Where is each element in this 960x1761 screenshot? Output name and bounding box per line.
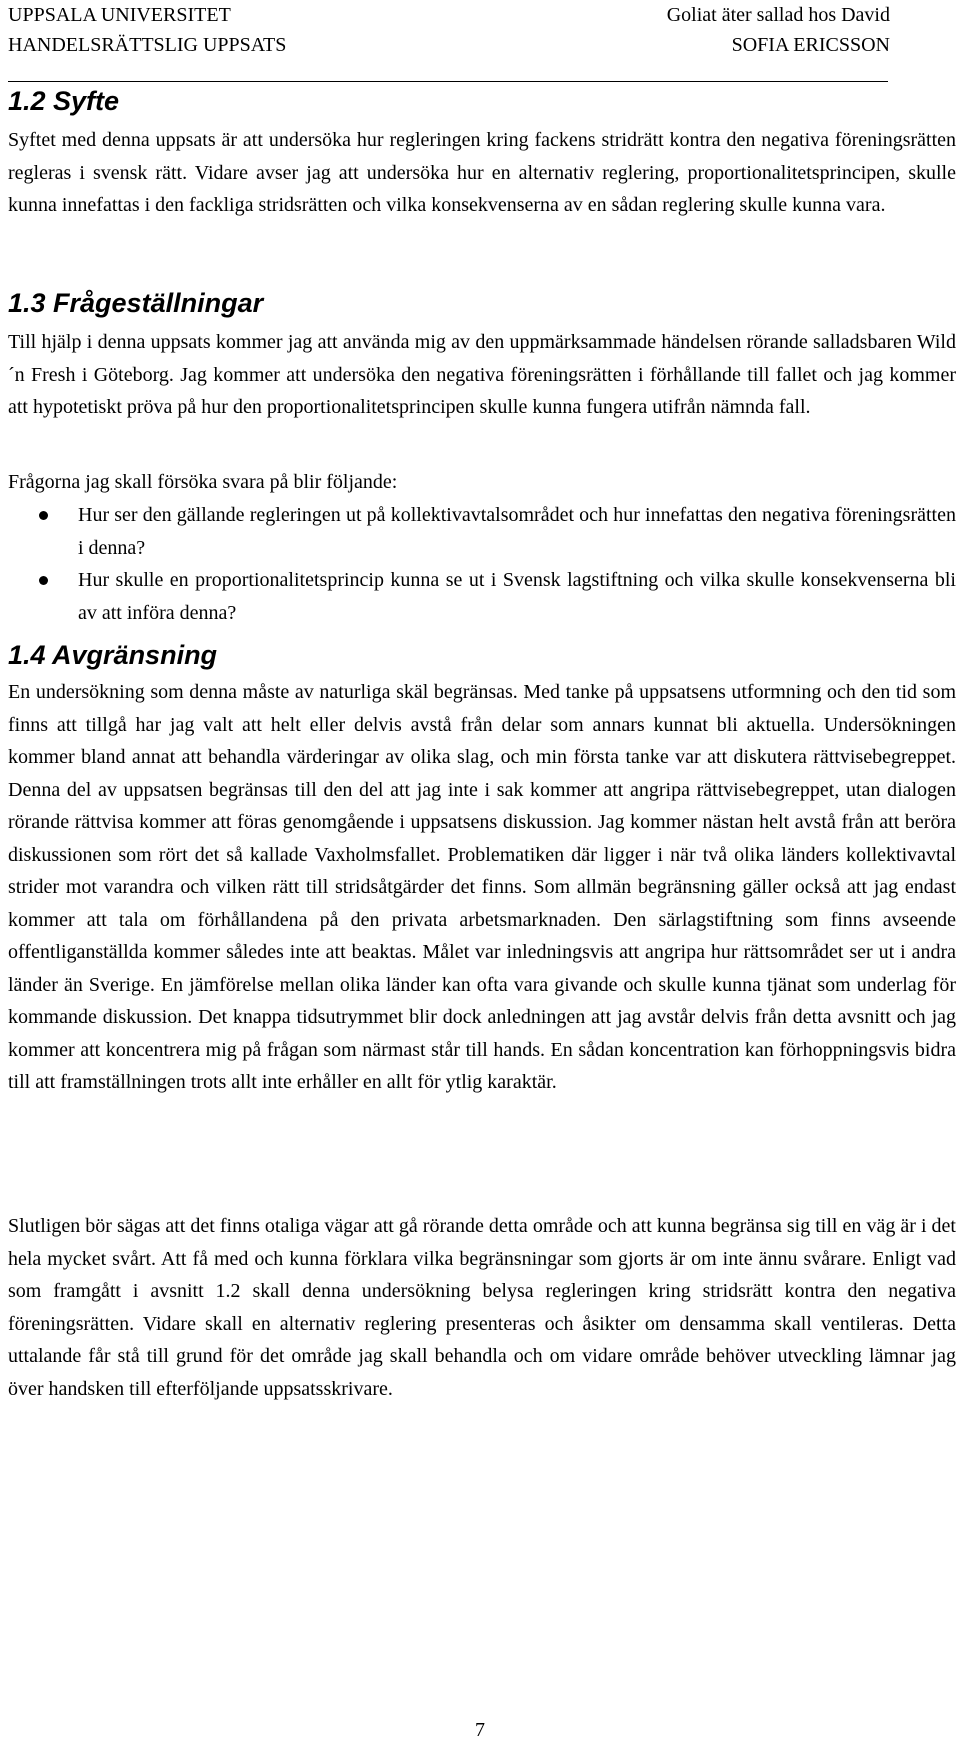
header-divider xyxy=(8,81,888,82)
running-header-right xyxy=(667,0,890,60)
question-text: Hur ser den gällande regleringen ut på kollektivavtalsområdet och hur innefattas den negativa föreningsrätten i denna? xyxy=(78,504,956,559)
question-item xyxy=(8,564,956,629)
thesis-type: HANDELSRÄTTSLIG UPPSATS xyxy=(8,34,287,56)
thesis-title: Goliat äter sallad hos David xyxy=(666,4,890,26)
questions-list xyxy=(8,499,956,629)
bullet-icon xyxy=(39,576,48,585)
paragraph-syfte: Syftet med denna uppsats är att undersöka hur regleringen kring fackens stridrätt kontra den negativa föreningsrätten regleras i svensk rätt. Vidare avser jag att undersöka hur en alternativ reglering, proportionalitetsprincipen, skulle kunna innefattas i den fackliga stridsrätten och vilka konsekvenserna av en sådan reglering skulle kunna vara. xyxy=(8,129,956,216)
section-heading-syfte: 1.2 Syfte xyxy=(8,86,120,116)
questions-intro: Frågorna jag skall försöka svara på blir följande: xyxy=(8,471,398,493)
section-heading-avgransning: 1.4 Avgränsning xyxy=(8,640,218,670)
question-text: Hur skulle en proportionalitetsprincip kunna se ut i Svensk lagstiftning och vilka skulle konsekvenserna bli av att införa denna? xyxy=(78,569,956,624)
university-name: UPPSALA UNIVERSITET xyxy=(8,4,231,26)
question-item xyxy=(8,499,956,564)
bullet-icon xyxy=(39,511,48,520)
paragraph-avgransning-1: En undersökning som denna måste av naturliga skäl begränsas. Med tanke på uppsatsens utformning och den tid som finns att tillgå har jag valt att helt eller delvis avstå från delar som annars kunnat bli aktuella. Undersökningen kommer bland annat att behandla värderingar av olika slag, och min första tanke var att diskutera rättvisebegreppet. Denna del av uppsatsen begränsas till den del att jag inte i sak kommer att angripa rättvisebegreppet, utan dialogen rörande rättvisa kommer att föras genomgående i uppsatsens diskussion. Jag kommer nästan helt avstå från att beröra diskussionen som rört det så kallade Vaxholmsfallet. Problematiken där ligger i när två olika länders kollektivavtal strider mot varandra och vilken rätt till stridsåtgärder det finns. Som allmän begränsning gäller också att jag endast kommer att tala om förhållandena på den privata arbetsmarknaden. Den särlagstiftning som finns avseende offentliganställda kommer således inte att beaktas. Målet var inledningsvis att angripa hur rättsområdet ser ut i andra länder än Sverige. En jämförelse mellan olika länder kan ofta vara givande och skulle kunna tjänat som underlag för kommande diskussion. Det knappa tidsutrymmet blir dock anledningen att jag avstår delvis från detta avsnitt och jag kommer att koncentrera mig på frågan som närmast står till hands. En sådan koncentration kan förhoppningsvis bidra till att framställningen trots allt inte erhåller en allt för ytlig karaktär. xyxy=(8,681,956,1093)
author-name: SOFIA ERICSSON xyxy=(731,34,890,56)
paragraph-avgransning-2: Slutligen bör sägas att det finns otaliga vägar att gå rörande detta område och att kunna begränsa sig till en väg är i det hela mycket svårt. Att få med och kunna förklara vilka begränsningar som gjorts är om inte ännu svårare. Enligt vad som framgått i avsnitt 1.2 skall denna undersökning belysa regleringen kring stridsrätt kontra den negativa föreningsrätten. Vidare skall en alternativ reglering presenteras och åsikter om densamma skall ventileras. Detta uttalande får stå till grund för det område jag skall behandla och om vidare område behöver utveckling lämnar jag över handsken till efterföljande uppsatsskrivare. xyxy=(8,1215,956,1400)
paragraph-fragestallningar: Till hjälp i denna uppsats kommer jag att använda mig av den uppmärksammade händelsen rörande salladsbaren Wild´n Fresh i Göteborg. Jag kommer att undersöka den negativa föreningsrätten i förhållande till fallet och jag kommer att hypotetiskt pröva på hur den proportionalitetsprincipen skulle kunna fungera utifrån nämnda fall. xyxy=(8,331,956,418)
page-number: 7 xyxy=(475,1719,485,1741)
section-heading-fragestallningar: 1.3 Frågeställningar xyxy=(8,288,264,318)
running-header-left xyxy=(8,0,286,60)
